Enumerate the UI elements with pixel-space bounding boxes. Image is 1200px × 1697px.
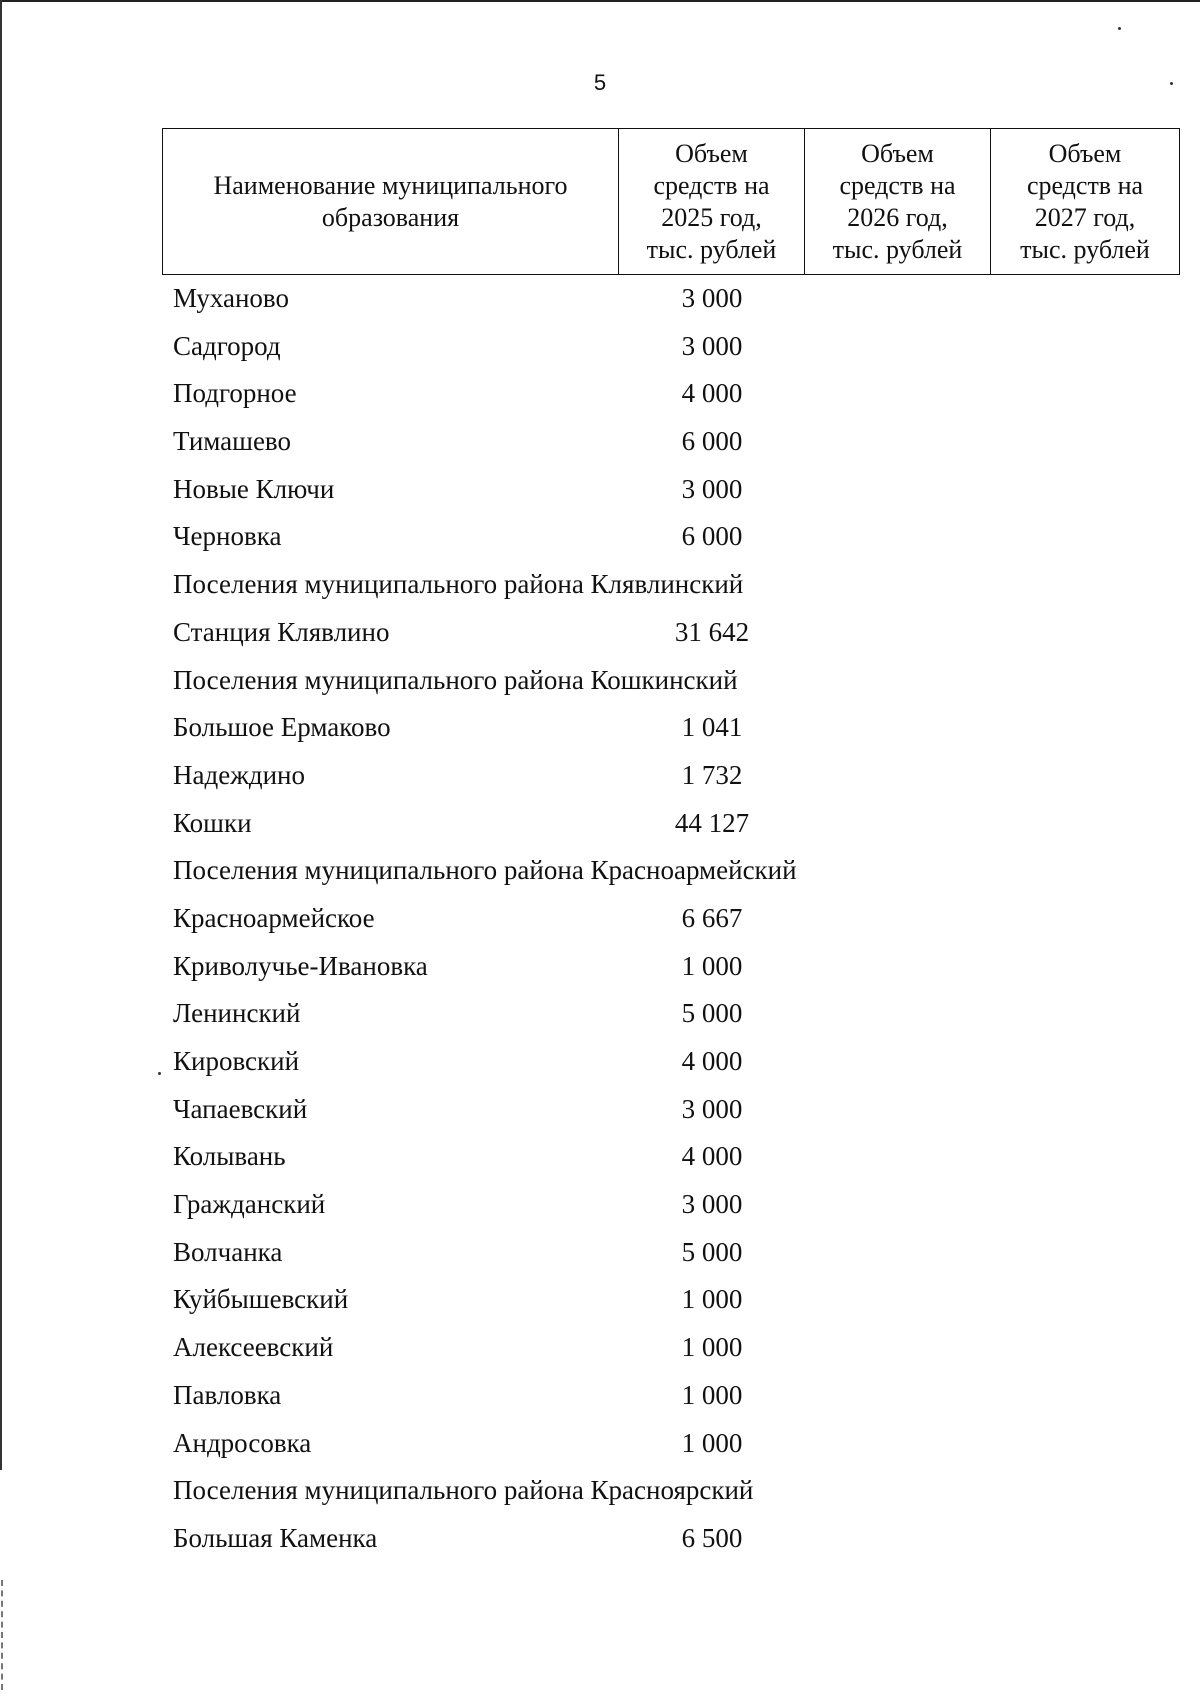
- municipality-name: Андросовка: [173, 1427, 312, 1458]
- municipality-name: Красноармейское: [173, 902, 375, 933]
- page-number: 5: [593, 70, 607, 95]
- table-row: [0, 1324, 1200, 1372]
- municipality-name: Гражданский: [173, 1189, 326, 1220]
- municipality-name: Черновка: [173, 521, 282, 552]
- group-heading-row: [0, 561, 1200, 609]
- table-row: [0, 1372, 1200, 1420]
- amount-2025: 1 000: [681, 950, 743, 981]
- table-row: [0, 1133, 1200, 1181]
- group-heading-row: [0, 1467, 1200, 1515]
- table-row: [0, 1420, 1200, 1468]
- municipality-name: Алексеевский: [173, 1332, 334, 1363]
- amount-2025: 4 000: [681, 1046, 743, 1076]
- table-row: [0, 895, 1200, 943]
- municipality-name: Надеждино: [173, 759, 305, 790]
- amount-2025: 3 000: [681, 1189, 743, 1220]
- municipality-name: Ленинский: [173, 998, 301, 1029]
- table-row: [0, 1515, 1200, 1563]
- municipality-name: Большое Ермаково: [173, 712, 391, 743]
- amount-2025: 6 500: [681, 1522, 743, 1553]
- table-row: [0, 1086, 1200, 1134]
- table-row: [0, 1181, 1200, 1229]
- municipality-name: Криволучье-Ивановка: [173, 950, 428, 981]
- amount-2025: 31 642: [674, 616, 750, 647]
- column-header-name: Наименование муниципального образования: [163, 129, 619, 275]
- municipality-name: Куйбышевский: [173, 1284, 349, 1315]
- table-row: [0, 513, 1200, 561]
- group-heading: Поселения муниципального района Красноармейский: [173, 855, 797, 886]
- group-heading-row: [0, 847, 1200, 895]
- municipality-name: Садгород: [173, 330, 281, 361]
- table-row: [0, 466, 1200, 514]
- table-row: [0, 370, 1200, 418]
- table-row: [0, 943, 1200, 991]
- municipality-name: Колывань: [173, 1141, 286, 1172]
- municipality-name: Подгорное: [173, 378, 297, 409]
- table-row: [0, 323, 1200, 371]
- group-heading: Поселения муниципального района Красноярский: [173, 1475, 754, 1506]
- table-row: [0, 1229, 1200, 1277]
- table-row: [0, 752, 1200, 800]
- scan-speck: [1118, 27, 1121, 30]
- municipality-name: Павловка: [173, 1379, 282, 1410]
- amount-2025: 3 000: [681, 1093, 743, 1124]
- amount-2025: 44 127: [674, 807, 750, 838]
- amount-2025: 1 000: [681, 1379, 743, 1410]
- municipality-name: Большая Каменка: [173, 1522, 378, 1553]
- amount-2025: 6 000: [681, 426, 743, 457]
- municipality-name: Кировский: [173, 1046, 300, 1076]
- group-heading: Поселения муниципального района Клявлинский: [173, 569, 744, 600]
- table-header: [162, 128, 1180, 275]
- municipality-name: Новые Ключи: [173, 473, 335, 504]
- amount-2025: 5 000: [681, 998, 743, 1029]
- municipality-name: Чапаевский: [173, 1093, 308, 1124]
- table-row: [0, 1276, 1200, 1324]
- table-row: [0, 418, 1200, 466]
- table-row: [0, 704, 1200, 752]
- column-header-2025: Объем средств на 2025 год, тыс. рублей: [619, 129, 805, 275]
- amount-2025: 3 000: [681, 473, 743, 504]
- table-row: [0, 990, 1200, 1038]
- municipality-name: Муханово: [173, 283, 289, 313]
- table-row: [0, 800, 1200, 848]
- amount-2025: 4 000: [681, 378, 743, 409]
- amount-2025: 1 732: [681, 759, 743, 790]
- column-header-2027: Объем средств на 2027 год, тыс. рублей: [991, 129, 1180, 275]
- table-row: [0, 275, 1200, 323]
- amount-2025: 4 000: [681, 1141, 743, 1172]
- amount-2025: 1 000: [681, 1284, 743, 1315]
- municipality-name: Кошки: [173, 807, 252, 838]
- amount-2025: 5 000: [681, 1236, 743, 1267]
- amount-2025: 1 041: [681, 712, 743, 743]
- scan-border-top: [0, 0, 1200, 2]
- amount-2025: 6 000: [681, 521, 743, 552]
- municipality-name: Станция Клявлино: [173, 616, 390, 647]
- municipality-name: Тимашево: [173, 426, 291, 457]
- amount-2025: 3 000: [681, 330, 743, 361]
- municipality-name: Волчанка: [173, 1236, 283, 1267]
- amount-2025: 6 667: [681, 902, 743, 933]
- column-header-2026: Объем средств на 2026 год, тыс. рублей: [805, 129, 991, 275]
- amount-2025: 1 000: [681, 1332, 743, 1363]
- amount-2025: 3 000: [681, 283, 743, 313]
- amount-2025: 1 000: [681, 1427, 743, 1458]
- table-row: [0, 609, 1200, 657]
- group-heading-row: [0, 657, 1200, 705]
- table-row: [0, 1038, 1200, 1086]
- group-heading: Поселения муниципального района Кошкинский: [173, 664, 738, 695]
- scan-border-left-dashed: [1, 1580, 3, 1690]
- table-body: [0, 275, 1200, 1563]
